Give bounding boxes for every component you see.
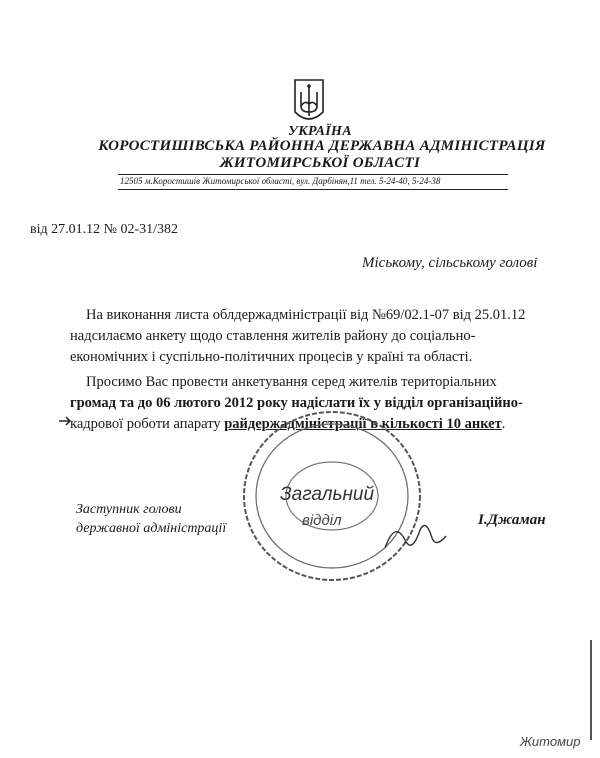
margin-arrow-icon <box>58 414 72 428</box>
document-reference: від 27.01.12 № 02-31/382 <box>30 222 179 237</box>
stamp-title: Загальний <box>280 484 375 505</box>
organization-address: 12505 м.Коростишів Житомирської області, вул. Дарбінян,11 тел. 5-24-40, 5-24-38 <box>120 176 441 186</box>
handwritten-signature <box>380 510 450 560</box>
body-paragraph1-line1: На виконання листа облдержадміністрації від №69/02.1-07 від 25.01.12 <box>86 307 526 323</box>
body-paragraph1-line3: економічних і суспільно-політичних процесів у країні та області. <box>70 349 473 365</box>
organization-name: КОРОСТИШІВСЬКА РАЙОННА ДЕРЖАВНА АДМІНІСТРАЦІЯ <box>98 138 546 154</box>
header-rule-top <box>118 174 508 175</box>
body-paragraph2-line3-part1: кадрової роботи апарату <box>70 416 225 432</box>
region-name: ЖИТОМИРСЬКОЇ ОБЛАСТІ <box>219 155 421 171</box>
signatory-name: І.Джаман <box>478 512 546 528</box>
signatory-title-line1: Заступник голови <box>76 502 182 517</box>
body-paragraph2-line3-emphasis: райдержадміністрації в кількості 10 анкет <box>224 416 502 432</box>
header-rule-bottom <box>118 189 508 190</box>
scan-edge-line <box>590 640 592 740</box>
stamp-subtitle: відділ <box>302 512 342 529</box>
signatory-title-line2: державної адміністрації <box>76 521 227 536</box>
body-paragraph2-line2: громад та до 06 лютого 2012 року надіслати їх у відділ організаційно- <box>70 395 523 411</box>
recipient: Міському, сільському голові <box>362 255 538 271</box>
body-paragraph1-line2: надсилаємо анкету щодо ставлення жителів району до соціально- <box>70 328 476 344</box>
body-paragraph2-line3-end: . <box>501 416 506 432</box>
trident-emblem-icon <box>292 78 326 126</box>
site-watermark: Житомир <box>520 734 581 749</box>
country-name: УКРАЇНА <box>288 124 352 139</box>
body-paragraph2-line1: Просимо Вас провести анкетування серед жителів територіальних <box>86 374 497 390</box>
